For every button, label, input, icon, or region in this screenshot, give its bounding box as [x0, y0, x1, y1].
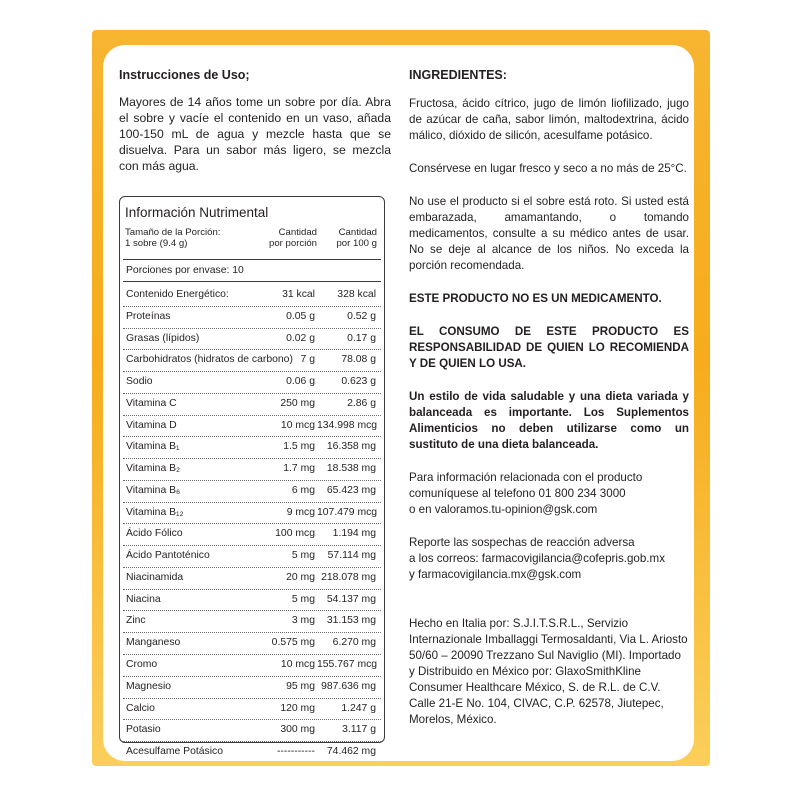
nutrition-row: [123, 372, 381, 394]
nutrient-name: Vitamina B₂: [126, 463, 181, 475]
nutrition-row: [123, 590, 381, 612]
amount-per-100g: 218.078 mg: [321, 571, 376, 583]
amount-per-100g: 18.538 mg: [326, 463, 376, 475]
nutrition-row: [123, 437, 381, 459]
nutrition-row: [123, 524, 381, 546]
nutrient-name: Ácido Fólico: [126, 528, 183, 540]
nutrition-row: [123, 481, 381, 503]
nutrition-row: [123, 307, 381, 329]
amount-per-portion: 0.06 g: [286, 376, 315, 388]
ingredients-section: [409, 68, 689, 739]
per-100g-header-1: Cantidad: [338, 227, 377, 238]
nutrient-name: Potasio: [126, 724, 161, 736]
amount-per-100g: 0.52 g: [347, 310, 376, 322]
adverse-report-info: [409, 535, 689, 583]
nutrient-name: Ácido Pantoténico: [126, 550, 210, 562]
amount-per-100g: 74.462 mg: [326, 746, 376, 758]
amount-per-100g: 107.479 mcg: [317, 506, 378, 518]
nutrient-name: Vitamina B₁: [126, 441, 180, 453]
amount-per-portion: 0.575 mg: [271, 637, 315, 649]
amount-per-100g: 0.17 g: [347, 332, 376, 344]
not-medicine-note: ESTE PRODUCTO NO ES UN MEDICAMENTO.: [409, 292, 662, 305]
amount-per-100g: 78.08 g: [341, 354, 376, 366]
amount-per-100g: 31.153 mg: [326, 615, 376, 627]
amount-per-portion: 0.05 g: [286, 310, 315, 322]
nutrition-row: [123, 394, 381, 416]
amount-per-100g: 134.998 mcg: [317, 419, 378, 431]
contact-phone: comuníquese al telefono 01 800 234 3000: [409, 487, 626, 500]
amount-per-100g: 2.86 g: [347, 397, 376, 409]
report-email-2: y farmacovigilancia.mx@gsk.com: [409, 568, 582, 581]
serving-size-value: 1 sobre (9.4 g): [125, 238, 188, 249]
header-divider: [123, 259, 381, 260]
amount-per-100g: 54.137 mg: [326, 593, 376, 605]
amount-per-portion: 5 mg: [291, 550, 315, 562]
nutrient-name: Manganeso: [126, 637, 181, 649]
portions-divider: [123, 281, 381, 282]
amount-per-portion: 95 mg: [286, 680, 315, 692]
nutrition-row: [123, 699, 381, 721]
serving-size-label: Tamaño de la Porción:: [125, 227, 221, 238]
nutrition-rows: [123, 285, 381, 763]
amount-per-100g: 1.194 mg: [332, 528, 376, 540]
instructions-section: [119, 68, 391, 174]
amount-per-portion: 300 mg: [280, 724, 315, 736]
nutrition-row: [123, 459, 381, 481]
report-email-1: a los correos: farmacovigilancia@cofepris.gob.mx: [409, 552, 665, 565]
nutrition-row: [123, 677, 381, 699]
nutrition-row: [123, 503, 381, 525]
amount-per-portion: 250 mg: [280, 397, 315, 409]
nutrition-facts-table: [119, 196, 385, 758]
amount-per-portion: -----------: [276, 746, 315, 758]
amount-per-portion: 10 mcg: [280, 659, 315, 671]
responsibility-note: EL CONSUMO DE ESTE PRODUCTO ES RESPONSABILIDAD DE QUIEN LO RECOMIENDA Y DE QUIEN LO USA.: [409, 325, 689, 370]
lifestyle-note: Un estilo de vida saludable y una dieta variada y balanceada es importante. Los Suplementos Alimenticios no deben utilizarse como un sustituto de una dieta balanceada.: [409, 390, 689, 451]
amount-per-portion: 3 mg: [291, 615, 315, 627]
contact-line-1: Para información relacionada con el producto: [409, 471, 643, 484]
nutrient-name: Vitamina C: [126, 397, 177, 409]
contact-info: [409, 470, 689, 518]
amount-per-portion: 7 g: [300, 354, 315, 366]
nutrition-title: Información Nutrimental: [125, 205, 269, 220]
usage-warning: No use el producto si el sobre está roto. Si usted está embarazada, amamantando, o tomando medicamentos, consulte a su médico antes de usar. No se deje al alcance de los niños. No exceda la porción recomendada.: [409, 195, 689, 272]
nutrient-name: Niacinamida: [126, 571, 184, 583]
amount-per-portion: 0.02 g: [286, 332, 315, 344]
portions-per-container: Porciones por envase: 10: [126, 265, 244, 276]
nutrition-row: [123, 350, 381, 372]
amount-per-100g: 1.247 g: [341, 702, 376, 714]
amount-per-100g: 155.767 mcg: [317, 659, 378, 671]
amount-per-portion: 1.7 mg: [283, 463, 315, 475]
amount-per-portion: 1.5 mg: [283, 441, 315, 453]
amount-per-100g: 16.358 mg: [326, 441, 376, 453]
instructions-text: Mayores de 14 años tome un sobre por día. Abra el sobre y vacíe el contenido en un vaso, añada 100-150 mL de agua y mezcle hasta que se disuelva. Para un sabor más ligero, se mezcla con más agua.: [119, 95, 391, 173]
nutrition-row: [123, 720, 381, 742]
per-portion-header-1: Cantidad: [278, 227, 317, 238]
report-line-1: Reporte las sospechas de reacción adversa: [409, 536, 635, 549]
nutrient-name: Contenido Energético:: [126, 289, 229, 300]
nutrition-row: [123, 546, 381, 568]
amount-per-portion: 9 mcg: [286, 506, 315, 518]
amount-per-100g: 328 kcal: [337, 289, 376, 300]
nutrient-name: Sodio: [126, 376, 153, 388]
ingredients-list: Fructosa, ácido cítrico, jugo de limón liofilizado, jugo de azúcar de caña, sabor limón, maltodextrina, ácido málico, dióxido de silicón, acesulfame potásico.: [409, 97, 689, 142]
nutrient-name: Carbohidratos (hidratos de carbono): [126, 354, 293, 366]
nutrient-name: Acesulfame Potásico: [126, 746, 224, 758]
nutrition-row: [123, 611, 381, 633]
manufacturer-info: Hecho en Italia por: S.J.I.T.S.R.L., Servizio Internazionale Imballaggi Termosaldanti, Via L. Ariosto 50/60 – 20090 Trezzano Sul Naviglio (MI). Importado y Distribuido en México por: GlaxoSmithKline Consumer Healthcare México, S. de R.L. de C.V. Calle 21-E No. 104, CIVAC, C.P. 62578, Jiutepec, Morelos, México.: [409, 617, 688, 726]
nutrient-name: Niacina: [126, 593, 161, 605]
nutrient-name: Cromo: [126, 659, 158, 671]
nutrient-name: Vitamina B₆: [126, 484, 181, 496]
nutrition-row: [123, 655, 381, 677]
amount-per-portion: 10 mcg: [280, 419, 315, 431]
nutrition-row: [123, 416, 381, 438]
nutrient-name: Calcio: [126, 702, 155, 714]
amount-per-portion: 5 mg: [291, 593, 315, 605]
ingredients-heading: INGREDIENTES:: [409, 68, 507, 82]
amount-per-100g: 65.423 mg: [326, 484, 376, 496]
amount-per-100g: 57.114 mg: [327, 550, 376, 562]
amount-per-100g: 3.117 g: [342, 724, 376, 736]
amount-per-portion: 31 kcal: [282, 289, 315, 300]
nutrition-row: [123, 329, 381, 351]
nutrition-row: [123, 633, 381, 655]
amount-per-portion: 120 mg: [280, 702, 315, 714]
amount-per-portion: 20 mg: [286, 571, 315, 583]
nutrition-row: [123, 742, 381, 763]
amount-per-100g: 0.623 g: [341, 376, 376, 388]
per-portion-header-2: por porción: [269, 238, 317, 249]
per-100g-header-2: por 100 g: [336, 238, 377, 249]
nutrient-name: Vitamina B₁₂: [126, 506, 184, 518]
amount-per-100g: 987.636 mg: [321, 680, 376, 692]
nutrient-name: Vitamina D: [126, 419, 177, 431]
nutrient-name: Magnesio: [126, 680, 172, 692]
amount-per-portion: 6 mg: [291, 484, 315, 496]
nutrient-name: Proteínas: [126, 310, 171, 322]
nutrient-name: Grasas (lípidos): [126, 332, 200, 344]
nutrition-row: [123, 285, 381, 307]
storage-note: Consérvese en lugar fresco y seco a no más de 25°C.: [409, 162, 687, 175]
amount-per-100g: 6.270 mg: [332, 637, 376, 649]
amount-per-portion: 100 mcg: [275, 528, 315, 540]
contact-email: o en valoramos.tu-opinion@gsk.com: [409, 503, 598, 516]
nutrient-name: Zinc: [126, 615, 146, 627]
nutrition-row: [123, 568, 381, 590]
instructions-heading: Instrucciones de Uso;: [119, 68, 250, 82]
